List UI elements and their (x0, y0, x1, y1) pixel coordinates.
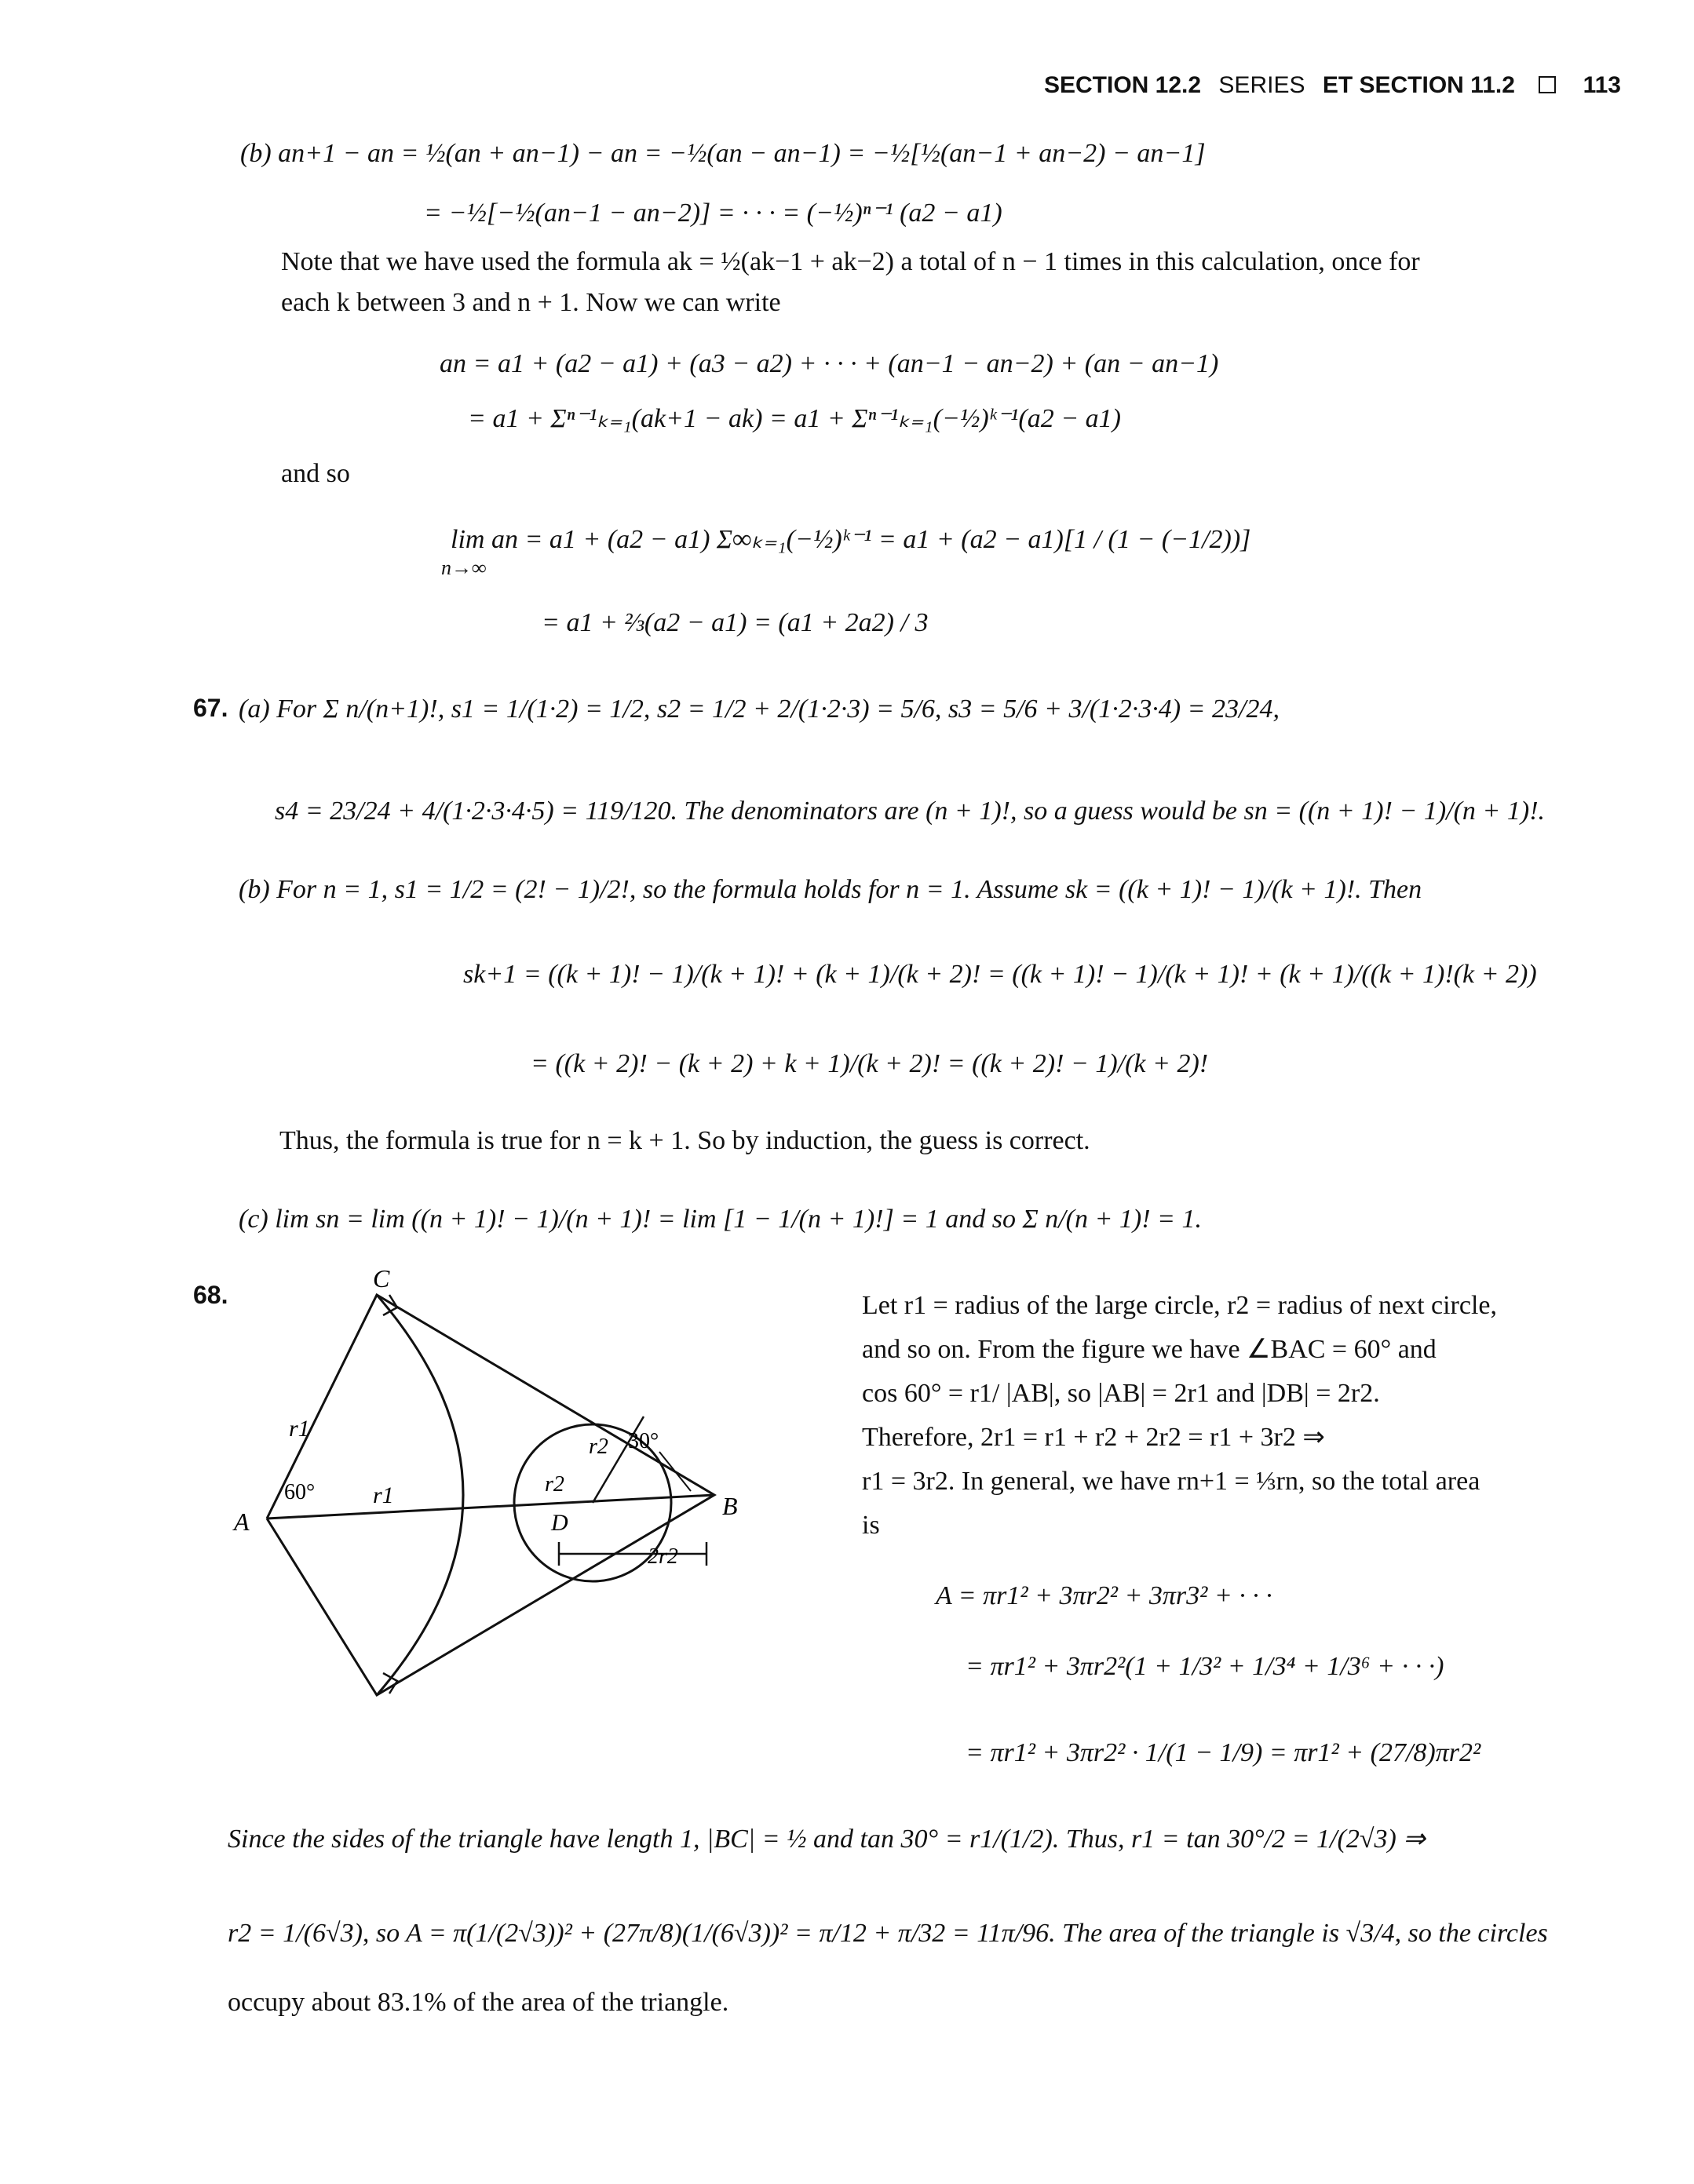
page-number: 113 (1583, 72, 1621, 98)
and-so-text: and so (281, 459, 350, 488)
baseline-ab (267, 1495, 714, 1519)
area-eq2: = πr1² + 3πr2²(1 + 1/3² + 1/3⁴ + 1/3⁶ + · · ·) (966, 1652, 1444, 1681)
label-a: A (234, 1508, 250, 1536)
note-line2: each k between 3 and n + 1. Now we can write (281, 288, 781, 317)
eq-limit-result: = a1 + ⅔(a2 − a1) = (a1 + 2a2) / 3 (542, 608, 929, 637)
p67-a-line2: s4 = 23/24 + 4/(1·2·3·4·5) = 119/120. The denominators are (n + 1)!, so a guess would be sn = ((n + 1)! − 1)/(n + 1)!. (275, 797, 1546, 826)
p67-b-eq2: = ((k + 2)! − (k + 2) + k + 1)/(k + 2)! = ((k + 2)! − 1)/(k + 2)! (531, 1049, 1209, 1078)
p67-c-line: (c) lim sn = lim ((n + 1)! − 1)/(n + 1)! = lim [1 − 1/(n + 1)!] = 1 and so Σ n/(n + 1)! = 1. (239, 1205, 1202, 1234)
label-c: C (373, 1264, 390, 1293)
problem-number-67: 67. (193, 694, 228, 722)
triangle-circles-figure (220, 1256, 754, 1726)
p68-right-line5: r1 = 3r2. In general, we have rn+1 = ⅓rn, so the total area (862, 1467, 1480, 1496)
header-box-icon (1539, 76, 1556, 93)
r2-line: r2 = 1/(6√3), so A = π(1/(2√3))² + (27π/8)(1/(6√3))² = π/12 + π/32 = 11π/96. The area of the triangle is √3/4, so the circles (228, 1919, 1548, 1948)
label-d: D (551, 1510, 568, 1536)
area-eq3: = πr1² + 3πr2² · 1/(1 − 1/9) = πr1² + (27/8)πr2² (966, 1738, 1481, 1767)
p68-right-line2: and so on. From the figure we have ∠BAC = 60° and (862, 1335, 1437, 1364)
eq-limit: lim an = a1 + (a2 − a1) Σ∞ₖ₌₁(−½)ᵏ⁻¹ = a1 + (a2 − a1)[1 / (1 − (−1/2))] (451, 525, 1251, 554)
last-line: occupy about 83.1% of the area of the triangle. (228, 1988, 729, 2017)
p68-right-line4: Therefore, 2r1 = r1 + r2 + 2r2 = r1 + 3r2 ⇒ (862, 1423, 1325, 1452)
note-line1: Note that we have used the formula ak = ½(ak−1 + ak−2) a total of n − 1 times in this calculation, once for (281, 247, 1420, 276)
problem-number-68: 68. (193, 1281, 228, 1309)
p67-a-line1: (a) For Σ n/(n+1)!, s1 = 1/(1·2) = 1/2, s2 = 1/2 + 2/(1·2·3) = 5/6, s3 = 5/6 + 3/(1·2·3·4) = 23/24, (239, 695, 1280, 724)
p67-b-line1: (b) For n = 1, s1 = 1/2 = (2! − 1)/2!, so the formula holds for n = 1. Assume sk = ((k + 1)! − 1)/(k + 1)!. Then (239, 875, 1422, 904)
label-r1-base: r1 (373, 1482, 394, 1508)
label-angle30: 30° (628, 1429, 659, 1453)
p67-b-eq1: sk+1 = ((k + 1)! − 1)/(k + 1)! + (k + 1)/(k + 2)! = ((k + 1)! − 1)/(k + 1)! + (k + 1)/((k + 1)!(k + 2)) (463, 960, 1537, 989)
running-header (1044, 72, 1621, 104)
eq-b-line2: = −½[−½(an−1 − an−2)] = · · · = (−½)ⁿ⁻¹ (a2 − a1) (424, 199, 1002, 228)
label-2r2: 2r2 (648, 1544, 678, 1569)
label-b: B (722, 1492, 738, 1520)
eq-an-sum: an = a1 + (a2 − a1) + (a3 − a2) + · · · + (an−1 − an−2) + (an − an−1) (440, 349, 1219, 378)
label-angle60: 60° (284, 1480, 316, 1504)
p68-right-line1: Let r1 = radius of the large circle, r2 = radius of next circle, (862, 1291, 1498, 1320)
area-eq1: A = πr1² + 3πr2² + 3πr3² + · · · (936, 1581, 1272, 1610)
label-r1-side: r1 (289, 1416, 310, 1442)
label-r2-a: r2 (545, 1472, 564, 1497)
header-et-section: ET SECTION 11.2 (1322, 72, 1515, 98)
label-r2-b: r2 (589, 1435, 608, 1459)
limit-subscript: n→∞ (441, 556, 487, 579)
since-line: Since the sides of the triangle have length 1, |BC| = ½ and tan 30° = r1/(1/2). Thus, r1 = tan 30°/2 = 1/(2√3) ⇒ (228, 1825, 1426, 1854)
eq-b-line1: (b) an+1 − an = ½(an + an−1) − an = −½(an − an−1) = −½[½(an−1 + an−2) − an−1] (240, 139, 1206, 168)
header-series: SERIES (1218, 72, 1305, 98)
triangle-outline (267, 1295, 714, 1695)
p68-right-line3: cos 60° = r1/ |AB|, so |AB| = 2r1 and |DB| = 2r2. (862, 1379, 1380, 1408)
p67-b-conclusion: Thus, the formula is true for n = k + 1. So by induction, the guess is correct. (279, 1126, 1090, 1155)
eq-an-sigma: = a1 + Σⁿ⁻¹ₖ₌₁(ak+1 − ak) = a1 + Σⁿ⁻¹ₖ₌₁(−½)ᵏ⁻¹(a2 − a1) (468, 404, 1121, 433)
p68-right-line6: is (862, 1511, 880, 1540)
header-section: SECTION 12.2 (1044, 72, 1202, 98)
